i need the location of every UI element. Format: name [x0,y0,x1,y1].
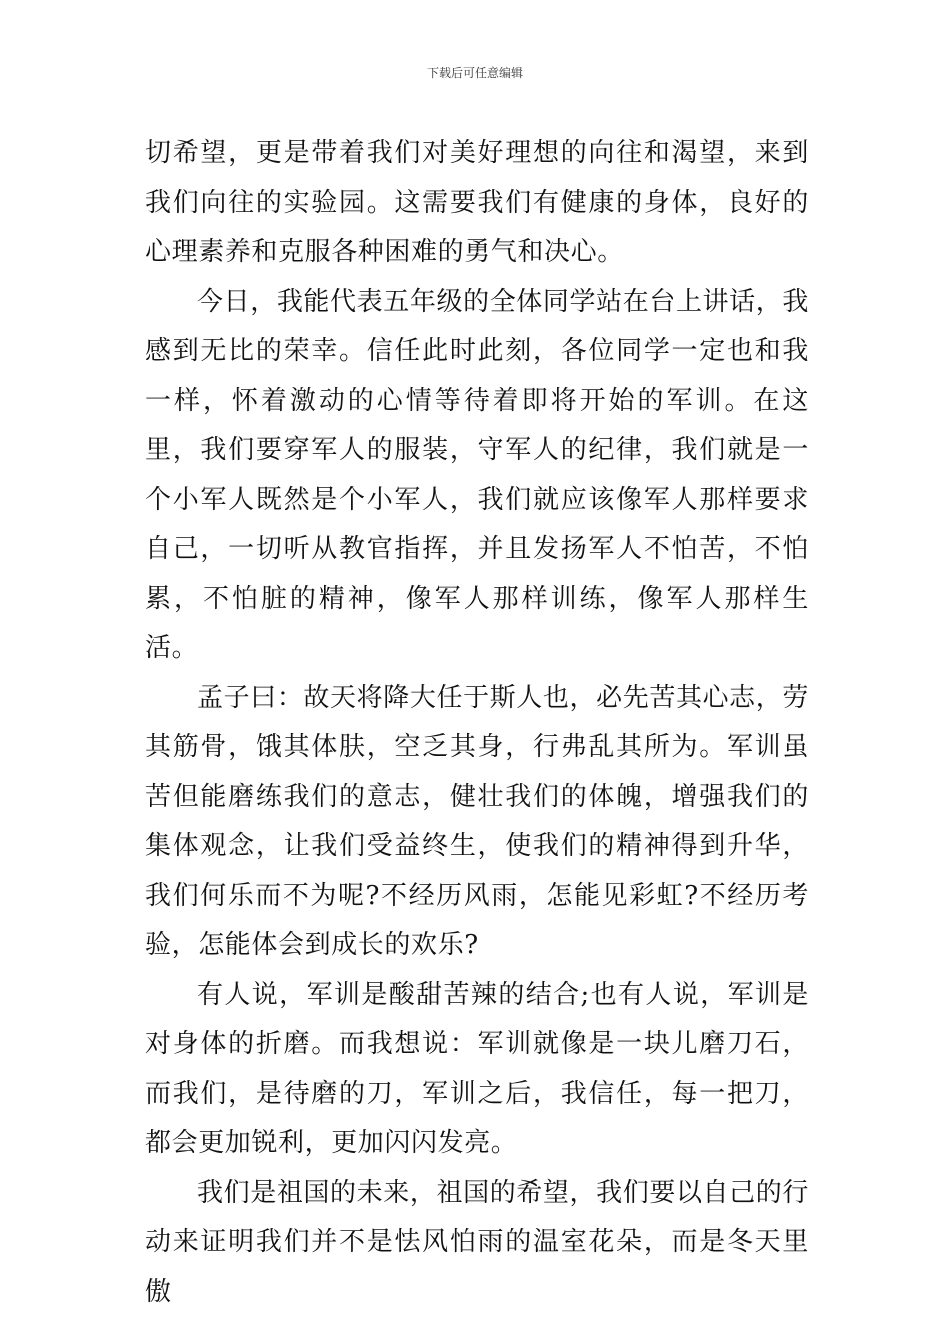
paragraph-5: 我们是祖国的未来，祖国的希望，我们要以自己的行动来证明我们并不是怯风怕雨的温室花朵，而是冬天里傲 [145,1177,809,1307]
page-header: 下载后可任意编辑 [426,66,523,80]
document-body [145,129,809,1317]
paragraph-2: 今日，我能代表五年级的全体同学站在台上讲话，我感到无比的荣幸。信任此时此刻，各位同学一定也和我一样，怀着激动的心情等待着即将开始的军训。在这里，我们要穿军人的服装，守军人的纪律，我们就是一个小军人既然是个小军人，我们就应该像军人那样要求自己，一切听从教官指挥，并且发扬军人不怕苦，不怕累，不怕脏的精神，像军人那样训练，像军人那样生活。 [145,286,809,663]
paragraph-1: 切希望，更是带着我们对美好理想的向往和渴望，来到我们向往的实验园。这需要我们有健康的身体，良好的心理素养和克服各种困难的勇气和决心。 [145,138,809,267]
paragraph-3: 孟子曰：故天将降大任于斯人也，必先苦其心志，劳其筋骨，饿其体肤，空乏其身，行弗乱其所为。军训虽苦但能磨练我们的意志，健壮我们的体魄，增强我们的集体观念，让我们受益终生，使我们的精神得到升华，我们何乐而不为呢?不经历风雨，怎能见彩虹?不经历考验，怎能体会到成长的欢乐? [145,682,809,960]
paragraph-4: 有人说，军训是酸甜苦辣的结合;也有人说，军训是对身体的折磨。而我想说：军训就像是一块儿磨刀石，而我们，是待磨的刀，军训之后，我信任，每一把刀，都会更加锐利，更加闪闪发亮。 [145,979,809,1158]
